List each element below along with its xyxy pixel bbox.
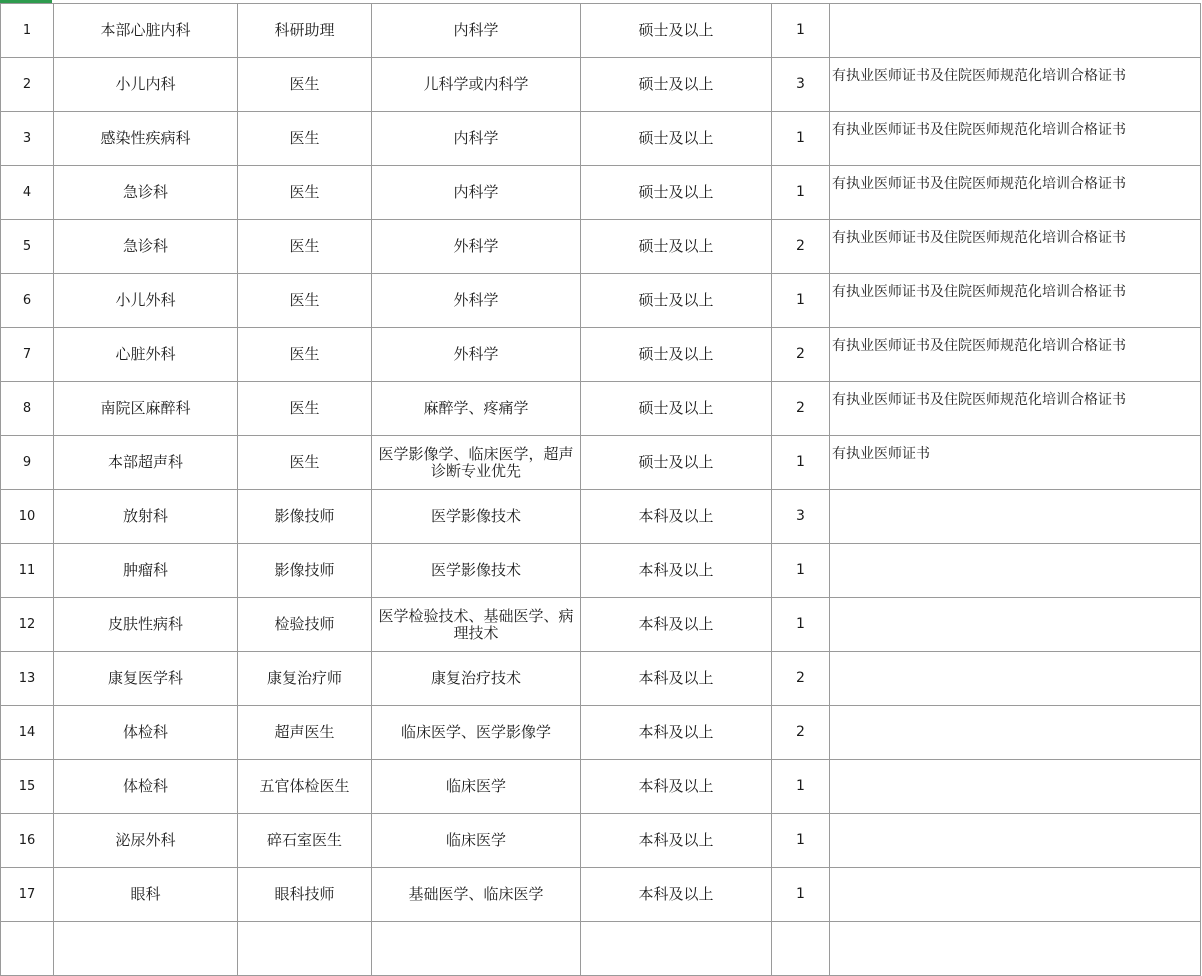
- education-cell[interactable]: 本科及以上: [581, 814, 772, 868]
- table-row: [1, 652, 1201, 706]
- headcount-cell[interactable]: 1: [772, 760, 830, 814]
- headcount-cell[interactable]: 3: [772, 58, 830, 112]
- headcount-cell[interactable]: [772, 922, 830, 976]
- table-row: [1, 760, 1201, 814]
- major-cell[interactable]: 外科学: [372, 274, 581, 328]
- position-cell[interactable]: 超声医生: [238, 706, 372, 760]
- requirement-cell[interactable]: 有执业医师证书及住院医师规范化培训合格证书: [830, 220, 1201, 274]
- education-cell[interactable]: 硕士及以上: [581, 166, 772, 220]
- department-cell[interactable]: 心脏外科: [54, 328, 238, 382]
- position-cell[interactable]: 影像技师: [238, 544, 372, 598]
- requirement-cell[interactable]: [830, 4, 1201, 58]
- recruitment-table: [0, 3, 1201, 976]
- headcount-cell[interactable]: 1: [772, 274, 830, 328]
- education-cell[interactable]: 硕士及以上: [581, 274, 772, 328]
- row-number-cell[interactable]: 15: [1, 760, 54, 814]
- requirement-cell[interactable]: [830, 760, 1201, 814]
- major-cell[interactable]: 临床医学、医学影像学: [372, 706, 581, 760]
- position-cell[interactable]: 医生: [238, 436, 372, 490]
- education-cell[interactable]: 硕士及以上: [581, 58, 772, 112]
- row-number-cell[interactable]: [1, 922, 54, 976]
- headcount-cell[interactable]: 1: [772, 544, 830, 598]
- row-number-cell[interactable]: 4: [1, 166, 54, 220]
- requirement-cell[interactable]: [830, 544, 1201, 598]
- major-cell[interactable]: 医学检验技术、基础医学、病理技术: [372, 598, 581, 652]
- row-number-cell[interactable]: 6: [1, 274, 54, 328]
- requirement-cell[interactable]: 有执业医师证书及住院医师规范化培训合格证书: [830, 328, 1201, 382]
- table-body: [1, 4, 1201, 976]
- headcount-cell[interactable]: 2: [772, 652, 830, 706]
- requirement-cell[interactable]: 有执业医师证书及住院医师规范化培训合格证书: [830, 166, 1201, 220]
- department-cell[interactable]: 急诊科: [54, 220, 238, 274]
- table-row: [1, 436, 1201, 490]
- major-cell[interactable]: 医学影像技术: [372, 544, 581, 598]
- education-cell[interactable]: 硕士及以上: [581, 436, 772, 490]
- headcount-cell[interactable]: 3: [772, 490, 830, 544]
- position-cell[interactable]: 医生: [238, 166, 372, 220]
- department-cell[interactable]: 体检科: [54, 760, 238, 814]
- selected-cell-indicator: [0, 0, 52, 3]
- headcount-cell[interactable]: 2: [772, 328, 830, 382]
- department-cell[interactable]: 泌尿外科: [54, 814, 238, 868]
- headcount-cell[interactable]: 1: [772, 436, 830, 490]
- major-cell[interactable]: 内科学: [372, 4, 581, 58]
- major-cell[interactable]: 医学影像学、临床医学，超声诊断专业优先: [372, 436, 581, 490]
- major-cell[interactable]: 基础医学、临床医学: [372, 868, 581, 922]
- row-number-cell[interactable]: 8: [1, 382, 54, 436]
- education-cell[interactable]: 本科及以上: [581, 490, 772, 544]
- education-cell[interactable]: 硕士及以上: [581, 328, 772, 382]
- headcount-cell[interactable]: 1: [772, 166, 830, 220]
- table-row: [1, 868, 1201, 922]
- requirement-cell[interactable]: [830, 598, 1201, 652]
- major-cell[interactable]: 临床医学: [372, 814, 581, 868]
- requirement-cell[interactable]: [830, 652, 1201, 706]
- department-cell[interactable]: 感染性疾病科: [54, 112, 238, 166]
- position-cell[interactable]: 眼科技师: [238, 868, 372, 922]
- position-cell[interactable]: 医生: [238, 274, 372, 328]
- department-cell[interactable]: 小儿内科: [54, 58, 238, 112]
- headcount-cell[interactable]: 2: [772, 382, 830, 436]
- table-row: [1, 328, 1201, 382]
- table-row: [1, 274, 1201, 328]
- table-row: [1, 166, 1201, 220]
- requirement-cell[interactable]: [830, 922, 1201, 976]
- major-cell[interactable]: 医学影像技术: [372, 490, 581, 544]
- requirement-cell[interactable]: 有执业医师证书及住院医师规范化培训合格证书: [830, 382, 1201, 436]
- education-cell[interactable]: 本科及以上: [581, 598, 772, 652]
- table-row: [1, 220, 1201, 274]
- headcount-cell[interactable]: 1: [772, 112, 830, 166]
- requirement-cell[interactable]: [830, 706, 1201, 760]
- education-cell[interactable]: 本科及以上: [581, 760, 772, 814]
- department-cell[interactable]: 急诊科: [54, 166, 238, 220]
- department-cell[interactable]: 小儿外科: [54, 274, 238, 328]
- row-number-cell[interactable]: 9: [1, 436, 54, 490]
- table-row: [1, 544, 1201, 598]
- education-cell[interactable]: 硕士及以上: [581, 220, 772, 274]
- requirement-cell[interactable]: [830, 868, 1201, 922]
- major-cell[interactable]: 康复治疗技术: [372, 652, 581, 706]
- major-cell[interactable]: 外科学: [372, 328, 581, 382]
- row-number-cell[interactable]: 2: [1, 58, 54, 112]
- headcount-cell[interactable]: 2: [772, 220, 830, 274]
- education-cell[interactable]: 本科及以上: [581, 706, 772, 760]
- position-cell[interactable]: 医生: [238, 112, 372, 166]
- education-cell[interactable]: [581, 922, 772, 976]
- position-cell[interactable]: 检验技师: [238, 598, 372, 652]
- requirement-cell[interactable]: 有执业医师证书及住院医师规范化培训合格证书: [830, 58, 1201, 112]
- row-number-cell[interactable]: 10: [1, 490, 54, 544]
- major-cell[interactable]: 内科学: [372, 166, 581, 220]
- requirement-cell[interactable]: 有执业医师证书: [830, 436, 1201, 490]
- headcount-cell[interactable]: 1: [772, 868, 830, 922]
- department-cell[interactable]: 放射科: [54, 490, 238, 544]
- position-cell[interactable]: 碎石室医生: [238, 814, 372, 868]
- education-cell[interactable]: 硕士及以上: [581, 382, 772, 436]
- position-cell[interactable]: 医生: [238, 328, 372, 382]
- major-cell[interactable]: [372, 922, 581, 976]
- department-cell[interactable]: 体检科: [54, 706, 238, 760]
- headcount-cell[interactable]: 2: [772, 706, 830, 760]
- table-row: [1, 706, 1201, 760]
- row-number-cell[interactable]: 16: [1, 814, 54, 868]
- major-cell[interactable]: 内科学: [372, 112, 581, 166]
- headcount-cell[interactable]: 1: [772, 4, 830, 58]
- table-row: [1, 598, 1201, 652]
- row-number-cell[interactable]: 11: [1, 544, 54, 598]
- table-row: [1, 58, 1201, 112]
- row-number-cell[interactable]: 17: [1, 868, 54, 922]
- department-cell[interactable]: 南院区麻醉科: [54, 382, 238, 436]
- position-cell[interactable]: 科研助理: [238, 4, 372, 58]
- department-cell[interactable]: 本部超声科: [54, 436, 238, 490]
- requirement-cell[interactable]: 有执业医师证书及住院医师规范化培训合格证书: [830, 274, 1201, 328]
- position-cell[interactable]: 医生: [238, 220, 372, 274]
- table-row: [1, 814, 1201, 868]
- position-cell[interactable]: 医生: [238, 382, 372, 436]
- department-cell[interactable]: 肿瘤科: [54, 544, 238, 598]
- department-cell[interactable]: 康复医学科: [54, 652, 238, 706]
- row-number-cell[interactable]: 1: [1, 4, 54, 58]
- row-number-cell[interactable]: 12: [1, 598, 54, 652]
- row-number-cell[interactable]: 5: [1, 220, 54, 274]
- education-cell[interactable]: 本科及以上: [581, 868, 772, 922]
- headcount-cell[interactable]: 1: [772, 814, 830, 868]
- requirement-cell[interactable]: 有执业医师证书及住院医师规范化培训合格证书: [830, 112, 1201, 166]
- education-cell[interactable]: 硕士及以上: [581, 112, 772, 166]
- education-cell[interactable]: 本科及以上: [581, 652, 772, 706]
- major-cell[interactable]: 儿科学或内科学: [372, 58, 581, 112]
- row-number-cell[interactable]: 7: [1, 328, 54, 382]
- requirement-cell[interactable]: [830, 490, 1201, 544]
- position-cell[interactable]: 康复治疗师: [238, 652, 372, 706]
- row-number-cell[interactable]: 3: [1, 112, 54, 166]
- position-cell[interactable]: [238, 922, 372, 976]
- headcount-cell[interactable]: 1: [772, 598, 830, 652]
- education-cell[interactable]: 硕士及以上: [581, 4, 772, 58]
- position-cell[interactable]: 影像技师: [238, 490, 372, 544]
- row-number-cell[interactable]: 13: [1, 652, 54, 706]
- position-cell[interactable]: 医生: [238, 58, 372, 112]
- department-cell[interactable]: 眼科: [54, 868, 238, 922]
- table-row: [1, 4, 1201, 58]
- table-row: [1, 112, 1201, 166]
- education-cell[interactable]: 本科及以上: [581, 544, 772, 598]
- major-cell[interactable]: 临床医学: [372, 760, 581, 814]
- major-cell[interactable]: 外科学: [372, 220, 581, 274]
- department-cell[interactable]: 本部心脏内科: [54, 4, 238, 58]
- table-row: [1, 922, 1201, 976]
- position-cell[interactable]: 五官体检医生: [238, 760, 372, 814]
- requirement-cell[interactable]: [830, 814, 1201, 868]
- table-row: [1, 490, 1201, 544]
- table-row: [1, 382, 1201, 436]
- department-cell[interactable]: 皮肤性病科: [54, 598, 238, 652]
- department-cell[interactable]: [54, 922, 238, 976]
- row-number-cell[interactable]: 14: [1, 706, 54, 760]
- major-cell[interactable]: 麻醉学、疼痛学: [372, 382, 581, 436]
